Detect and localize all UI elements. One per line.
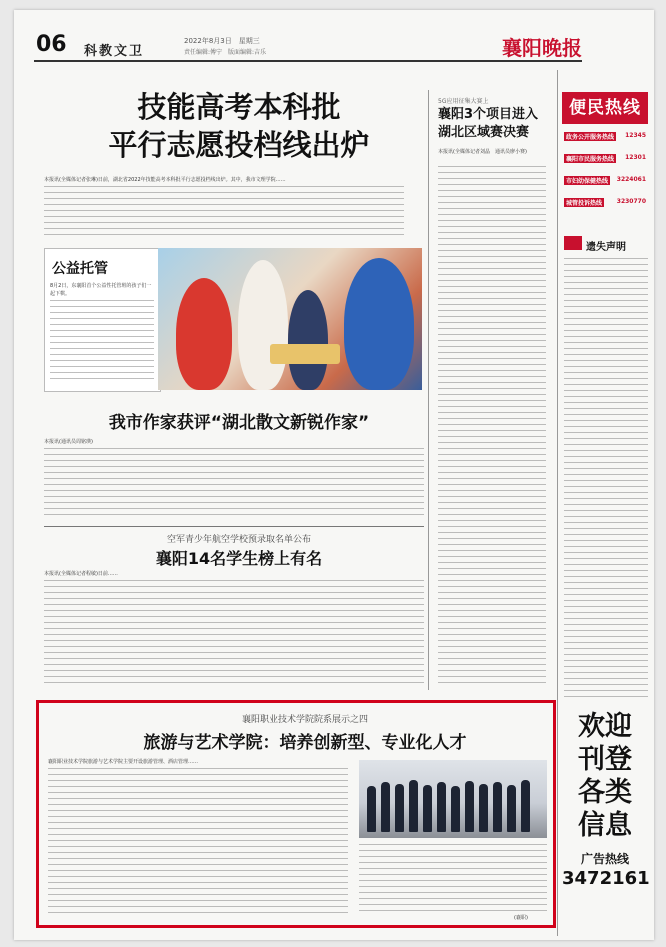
writers-body-text [44,448,424,520]
five-g-byline: 本报讯(全媒体记者刘晶 通讯员廖小赛) [438,149,527,155]
student-figure [479,784,488,832]
welcome-line: 信息 [578,810,632,841]
hotline-number: 3224061 [616,176,646,183]
aviation-byline: 本报讯(全媒体记者程敏)日前…… [44,571,118,577]
hotline-label: 市妇幼保健热线 [566,178,609,185]
main-headline [84,88,394,164]
five-g-title-line1: 襄阳3个项目进入 [438,107,539,122]
game-board [270,344,340,364]
welcome-line: 刊登 [578,744,632,775]
child-figure [176,278,232,390]
student-figure [409,780,418,832]
masthead-logo: 襄阳晚报 [502,36,582,60]
hotline-row [562,154,648,171]
hotline-label: 襄阳市民服务热线 [566,156,615,163]
hotline-number: 12301 [625,154,646,161]
hotline-number: 12345 [625,132,646,139]
tourism-headline: 旅游与艺术学院：培养创新型、专业化人才 [143,733,467,753]
tourism-credit: (襄职) [514,915,528,921]
gongyi-title: 公益托管 [52,261,108,277]
editors: 责任编辑:傅宁 版面编辑:吉乐 [184,49,267,56]
header-rule [34,60,582,62]
ad-hotline-number: 3472161 [562,868,650,889]
welcome-line: 各类 [578,777,632,808]
page-number: 06 [36,32,67,57]
notice-title: 遗失声明 [586,242,626,253]
gongyi-caption: 8月2日，东襄阳首个公益性托管班的孩子们一起下棋。 [50,283,152,297]
welcome-ad [562,710,648,842]
child-figure [288,290,328,390]
newspaper-page [14,10,654,940]
hotline-label: 政务公开服务热线 [566,134,615,141]
aviation-body-text [44,580,424,688]
student-figure [367,786,376,832]
student-figure [493,782,502,832]
issue-date: 2022年8月3日 星期三 [184,37,260,45]
aviation-subtitle: 空军青少年航空学校预录取名单公布 [166,535,311,545]
notice-body-text [564,258,648,698]
notice-marker [564,236,582,250]
sidebar-divider [557,70,558,936]
main-body-text [44,186,404,238]
student-figure [451,786,460,832]
hotline-row [562,176,648,193]
five-g-body-text [438,166,546,686]
tourism-byline: 襄阳职业技术学院旅游与艺术学院主要开设旅游管理、酒店管理…… [48,759,199,765]
writers-byline: 本报讯(通讯员周铭瑛) [44,439,93,445]
main-headline-line1: 技能高考本科批 [137,90,341,124]
section-rule [44,526,424,527]
main-headline-line2: 平行志愿投档线出炉 [108,128,370,162]
child-figure [344,258,414,390]
five-g-title-line2: 湖北区域赛决赛 [438,125,530,140]
student-figure [395,784,404,832]
main-byline: 本报讯(全媒体记者张琳)日前，湖北省2022年技能高考本科批平行志愿投档线出炉。其中，我市文理学院…… [44,177,286,183]
student-figure [507,785,516,832]
section-name: 科教文卫 [84,44,145,59]
hotline-row [562,132,648,149]
welcome-line: 欢迎 [578,711,632,742]
tourism-body-text [48,768,348,918]
hotline-title: 便民热线 [562,92,648,124]
column-divider [428,90,429,690]
gongyi-body-text [50,300,154,380]
five-g-label: 5G应用征集大赛上 [438,98,489,105]
tourism-series: 襄阳职业技术学院院系展示之四 [241,715,368,725]
student-figure [437,782,446,832]
child-figure [238,260,288,390]
aviation-headline: 襄阳14名学生榜上有名 [155,549,323,568]
tourism-body-text-right [359,844,547,912]
students-group-photo [359,760,547,838]
student-figure [521,780,530,832]
student-figure [465,781,474,832]
kids-playing-photo [158,248,422,390]
student-figure [381,782,390,832]
hotline-number: 3230770 [616,198,646,205]
ad-hotline-label: 广告热线 [580,852,629,866]
hotline-row [562,198,648,215]
student-figure [423,785,432,832]
writers-headline: 我市作家获评“湖北散文新锐作家” [108,413,370,433]
hotline-label: 城管投诉热线 [566,200,603,207]
